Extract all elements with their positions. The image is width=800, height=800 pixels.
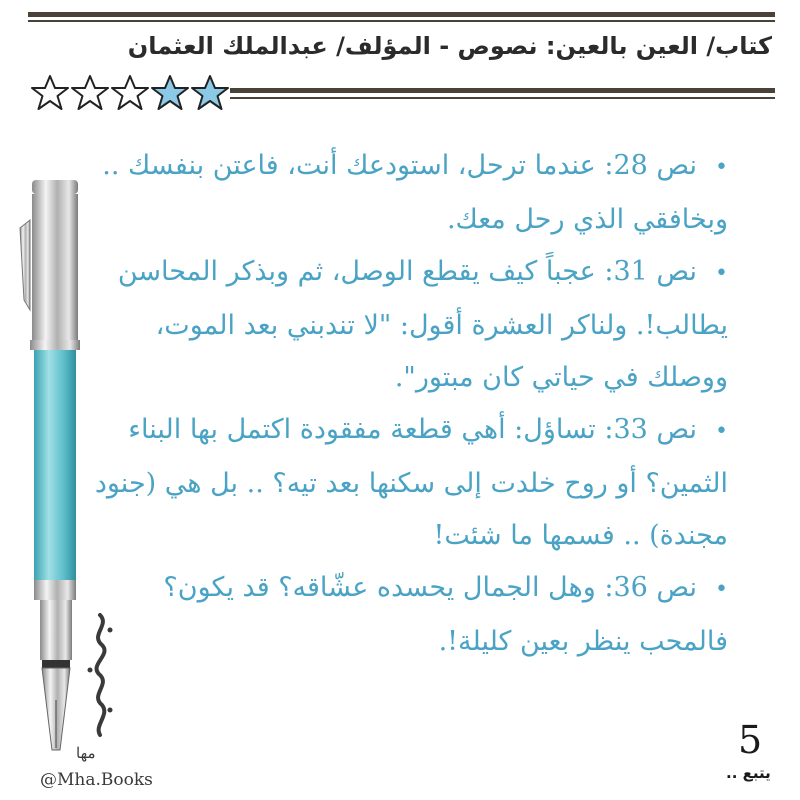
top-rule-thick [28, 12, 775, 17]
quote-item [78, 562, 728, 668]
quote-text: تساؤل: أهي قطعة مفقودة اكتمل بها البناء الثمين؟ أو روح خلدت إلى سكنها بعد تيه؟ .. بل هي (جنود مجندة) .. فسمها ما شئت! [94, 414, 728, 551]
star-empty-icon [30, 74, 70, 112]
page-number: 5 [738, 718, 763, 762]
star-filled-icon [150, 74, 190, 112]
quote-text: عجباً كيف يقطع الوصل، ثم وبذكر المحاسن يطالب!. ولناكر العشرة أقول: "لا تندبني بعد الموت، ووصلك في حياتي كان مبتور". [117, 256, 728, 393]
star-empty-icon [110, 74, 150, 112]
top-rule-thin [28, 20, 775, 22]
quote-label: نص 36: [604, 572, 698, 603]
continued-label: يتبع .. [726, 764, 771, 782]
quote-text: عندما ترحل، استودعك أنت، فاعتن بنفسك .. وبخافقي الذي رحل معك. [102, 150, 728, 235]
star-filled-icon [190, 74, 230, 112]
star-rating [30, 74, 230, 112]
bullet-icon: • [715, 155, 728, 180]
quote-item [78, 140, 728, 246]
author-name: مها [76, 744, 96, 762]
quotes-list [78, 140, 728, 668]
title-rule-thick [230, 88, 775, 93]
quote-item [78, 404, 728, 562]
quote-text: وهل الجمال يحسده عشّاقه؟ قد يكون؟ فالمحب ينظر بعين كليلة!. [163, 572, 728, 657]
quote-item [78, 246, 728, 404]
star-empty-icon [70, 74, 110, 112]
quote-label: نص 33: [604, 414, 698, 445]
account-handle: @Mha.Books [40, 770, 153, 790]
page-title: كتاب/ العين بالعين: نصوص - المؤلف/ عبدالملك العثمان [127, 32, 772, 60]
quote-label: نص 31: [604, 256, 698, 287]
quote-label: نص 28: [604, 150, 698, 181]
bullet-icon: • [715, 261, 728, 286]
title-rule-thin [230, 97, 775, 99]
bullet-icon: • [715, 419, 728, 444]
bullet-icon: • [715, 577, 728, 602]
